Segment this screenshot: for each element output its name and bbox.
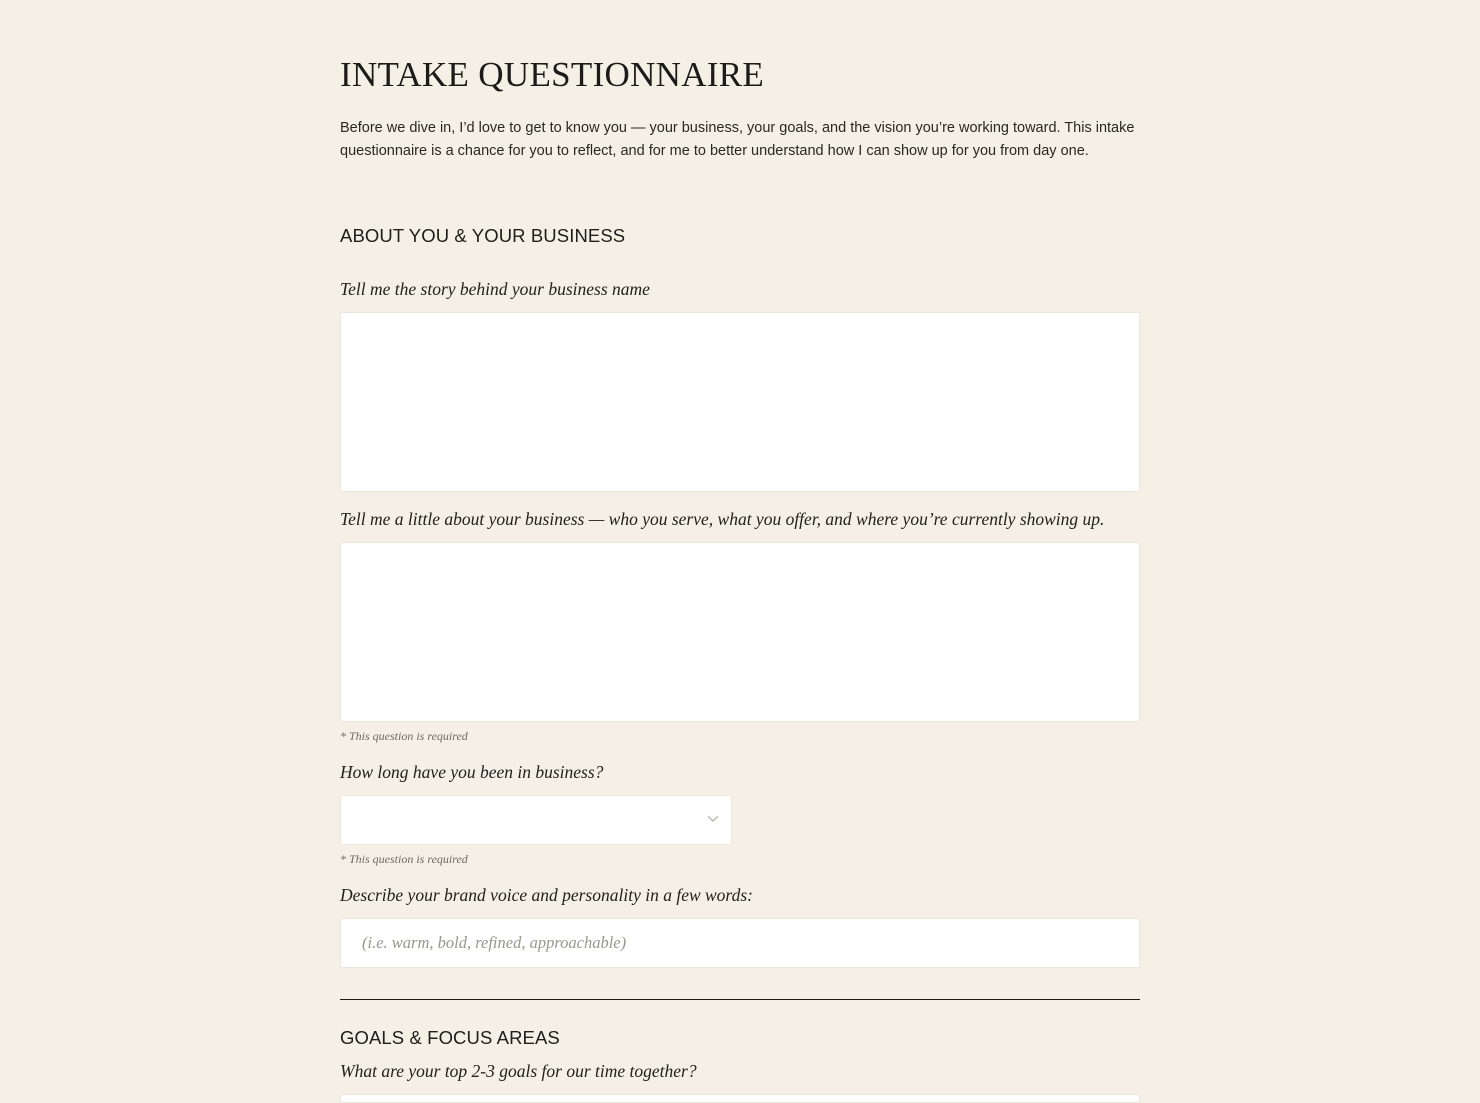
- chevron-down-icon: [707, 815, 719, 823]
- years-in-business-label: How long have you been in business?: [340, 762, 604, 782]
- top-goals-textarea[interactable]: [340, 1094, 1140, 1103]
- brand-voice-label: Describe your brand voice and personality in a few words:: [340, 885, 753, 905]
- section-title-goals: GOALS & FOCUS AREAS: [340, 1027, 560, 1048]
- business-about-label: Tell me a little about your business — who you serve, what you offer, and where you’re currently showing up.: [340, 509, 1105, 529]
- brand-voice-input[interactable]: [340, 918, 1140, 968]
- required-note: * This question is required: [340, 729, 468, 743]
- business-name-story-textarea[interactable]: [340, 312, 1140, 492]
- years-in-business-select[interactable]: [340, 795, 732, 845]
- section-title-about: ABOUT YOU & YOUR BUSINESS: [340, 225, 626, 246]
- top-goals-label: What are your top 2-3 goals for our time together?: [340, 1061, 697, 1081]
- required-note: * This question is required: [340, 852, 468, 866]
- business-name-story-label: Tell me the story behind your business name: [340, 279, 650, 299]
- page-title: INTAKE QUESTIONNAIRE: [340, 55, 765, 94]
- section-divider: [340, 999, 1140, 1000]
- intro-text: Before we dive in, I’d love to get to know you — your business, your goals, and the vision you’re working toward. This intake questionnaire is a chance for you to reflect, and for me to better understand how I can show up for you from day one.: [340, 120, 1135, 159]
- business-about-textarea[interactable]: [340, 542, 1140, 722]
